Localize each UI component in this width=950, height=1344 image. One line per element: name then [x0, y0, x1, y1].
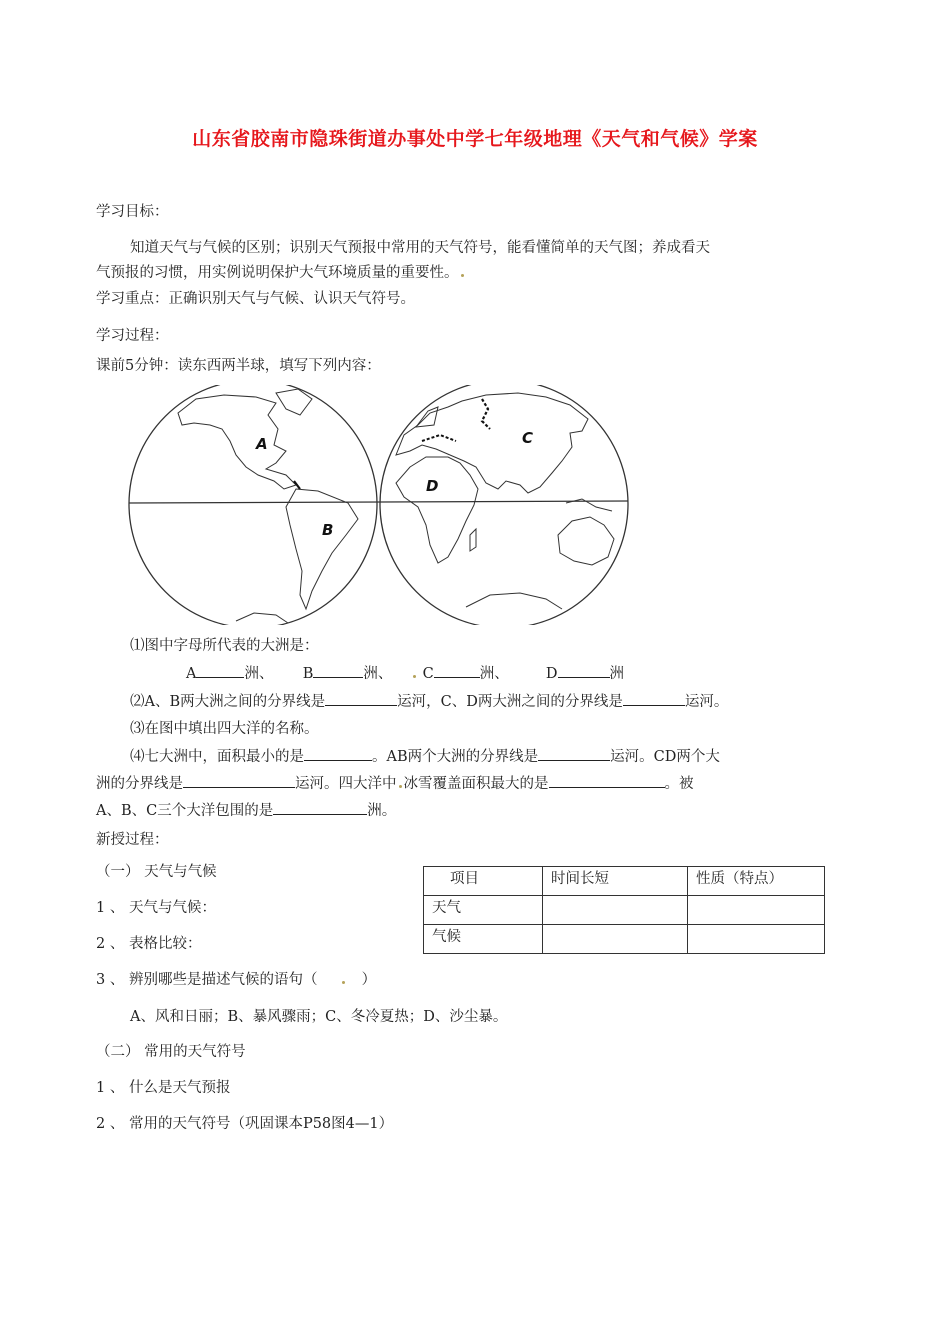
north-america-outline — [178, 395, 296, 489]
speck-icon — [342, 981, 345, 984]
speck-icon — [461, 274, 464, 277]
goals-heading: 学习目标： — [96, 204, 169, 220]
key-points: 学习重点：正确识别天气与气候、认识天气符号。 — [96, 291, 415, 307]
section-1-item-3 — [96, 968, 376, 989]
q1-label-b: B — [302, 666, 314, 682]
section-2-heading: （二） 常用的天气符号 — [96, 1044, 246, 1060]
section-1-item-2: 2 、 表格比较： — [96, 936, 202, 952]
bering-strait-marker — [482, 399, 490, 429]
q1-blank-c[interactable] — [434, 662, 480, 678]
comparison-table — [423, 866, 825, 954]
table-header-row — [424, 867, 825, 896]
table-header-nature: 性质（特点） — [688, 867, 825, 896]
q1-label-c: C — [422, 666, 434, 682]
map-label-a: A — [256, 435, 268, 453]
table-cell-weather-duration[interactable] — [543, 896, 688, 925]
q1-blank-d[interactable] — [558, 662, 610, 678]
south-america-outline — [286, 489, 358, 609]
q4-text-9: 洲。 — [367, 803, 397, 819]
item-3-close: ） — [361, 972, 377, 988]
page-title: 山东省胶南市隐珠街道办事处中学七年级地理《天气和气候》学案 — [192, 128, 758, 150]
suez-marker — [422, 435, 456, 441]
table-cell-climate-duration[interactable] — [543, 925, 688, 954]
table-cell-climate: 气候 — [424, 925, 543, 954]
goals-line-2 — [96, 261, 466, 282]
q4-blank-2[interactable] — [538, 745, 610, 761]
q2-blank-1[interactable] — [325, 690, 397, 706]
question-4-line-3 — [96, 799, 396, 820]
item-3-text: 3 、 辨别哪些是描述气候的语句（ — [96, 972, 318, 988]
q2-blank-2[interactable] — [623, 690, 685, 706]
process-heading: 学习过程： — [96, 328, 169, 344]
equator-line — [129, 501, 628, 503]
goals-line-2-text: 气预报的习惯，用实例说明保护大气环境质量的重要性。 — [96, 265, 459, 281]
q1-label-a: A — [186, 666, 197, 682]
q4-text-7: 。被 — [664, 776, 694, 792]
western-hemisphere-circle — [129, 385, 377, 625]
q2-text-1: ⑵A、B两大洲之间的分界线是 — [130, 694, 326, 710]
antarctica-west-outline — [236, 613, 288, 623]
map-label-b: B — [322, 521, 334, 539]
section-2-item-1: 1 、 什么是天气预报 — [96, 1080, 231, 1096]
goals-line-1: 知道天气与气候的区别；识别天气预报中常用的天气符号，能看懂简单的天气图；养成看天 — [130, 240, 710, 256]
climate-options: A、风和日丽；B、暴风骤雨；C、冬冷夏热；D、沙尘暴。 — [130, 1009, 508, 1025]
new-lesson-heading: 新授过程： — [96, 832, 169, 848]
question-4-line-1 — [130, 745, 720, 766]
q1-unit-a: 洲 — [244, 666, 259, 682]
australia-outline — [558, 517, 614, 565]
q2-text-3: 运河。 — [684, 694, 729, 710]
eastern-hemisphere-circle — [380, 385, 628, 625]
q1-sep-a: 、 — [258, 666, 274, 682]
q4-blank-1[interactable] — [304, 745, 372, 761]
question-2 — [130, 690, 728, 711]
q4-text-1: ⑷七大洲中，面积最小的是 — [130, 749, 304, 765]
question-1-blanks — [186, 662, 624, 683]
q4-text-3: 运河。CD两个大 — [610, 749, 720, 765]
table-row — [424, 896, 825, 925]
table-header-item: 项目 — [424, 867, 543, 896]
q1-unit-c: 洲 — [479, 666, 495, 682]
q4-text-2: 。AB两个大洲的分界线是 — [372, 749, 539, 765]
q1-unit-d: 洲 — [609, 666, 625, 682]
question-3: ⑶在图中填出四大洋的名称。 — [130, 721, 319, 737]
q4-blank-4[interactable] — [549, 772, 665, 788]
q4-text-5: 运河。四大洋中 — [295, 776, 397, 792]
q1-sep-c: 、 — [494, 666, 509, 682]
antarctica-east-outline — [466, 593, 562, 609]
q1-blank-a[interactable] — [196, 662, 244, 678]
map-label-d: D — [426, 477, 439, 495]
q1-blank-b[interactable] — [313, 662, 363, 678]
q4-text-4: 洲的分界线是 — [96, 776, 183, 792]
table-header-duration: 时间长短 — [543, 867, 688, 896]
table-cell-weather: 天气 — [424, 896, 543, 925]
q1-label-d: D — [545, 666, 558, 682]
section-1-item-1: 1 、 天气与气候： — [96, 900, 216, 916]
q4-text-8: A、B、C三个大洋包围的是 — [96, 803, 274, 819]
speck-icon — [413, 675, 416, 678]
q4-blank-3[interactable] — [183, 772, 295, 788]
map-label-c: C — [522, 429, 534, 447]
table-cell-weather-nature[interactable] — [688, 896, 825, 925]
q1-unit-b: 洲 — [363, 666, 378, 682]
section-2-item-2: 2 、 常用的天气符号（巩固课本P58图4—1） — [96, 1116, 394, 1132]
africa-outline — [396, 457, 478, 563]
madagascar-outline — [470, 529, 476, 551]
pre-class-instruction: 课前5分钟：读东西两半球，填写下列内容： — [96, 358, 381, 374]
q2-text-2: 运河，C、D两大洲之间的分界线是 — [397, 694, 623, 710]
question-4-line-2 — [96, 772, 694, 793]
table-row — [424, 925, 825, 954]
question-1: ⑴图中字母所代表的大洲是： — [130, 638, 319, 654]
speck-icon — [399, 785, 402, 788]
q4-blank-5[interactable] — [273, 799, 367, 815]
hemisphere-map — [126, 385, 636, 625]
section-1-heading: （一） 天气与气候 — [96, 864, 217, 880]
table-cell-climate-nature[interactable] — [688, 925, 825, 954]
q1-sep-b: 、 — [377, 666, 393, 682]
q4-text-6: 冰雪覆盖面积最大的是 — [403, 776, 549, 792]
